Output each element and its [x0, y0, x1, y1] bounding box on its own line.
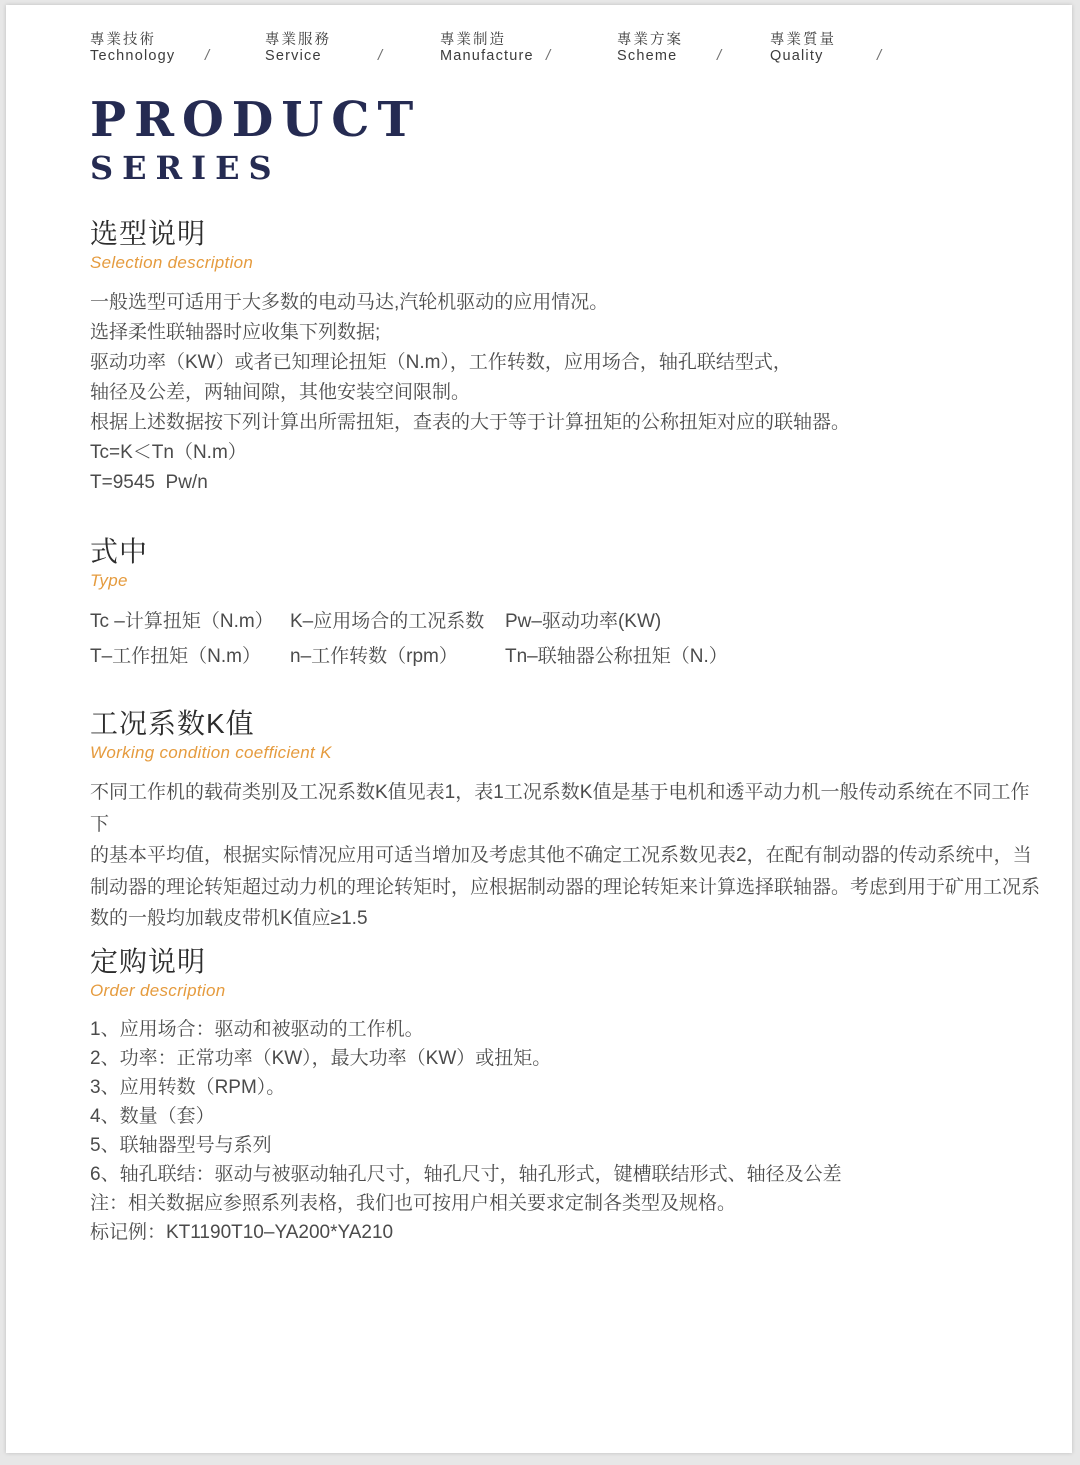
header-separator: /: [877, 47, 882, 64]
section-type: [90, 535, 1045, 674]
note-line: 注：相关数据应参照系列表格，我们也可按用户相关要求定制各类型及规格。: [90, 1193, 737, 1214]
paragraph-line: 驱动功率（KW）或者已知理论扭矩（N.m），工作转数，应用场合，轴孔联结型式，: [90, 352, 792, 373]
section-title-en: Type: [90, 571, 128, 590]
section-title-en: Order description: [90, 981, 226, 1000]
catalog-page: [6, 5, 1072, 1453]
list-item: 2、功率：正常功率（KW），最大功率（KW）或扭矩。: [90, 1048, 552, 1069]
marking-example-line: 标记例：KT1190T10–YA200*YA210: [90, 1222, 394, 1243]
header-en-label: Scheme: [617, 48, 678, 64]
definition-cell: n–工作转数（rpm）: [290, 646, 458, 667]
symbol-definitions: [90, 604, 1045, 674]
section-order: [90, 945, 1045, 1247]
definition-row: [90, 639, 1045, 674]
header-zh-label: 專業制造: [440, 32, 506, 48]
page-title-line2: SERIES: [90, 149, 281, 187]
section-coefficient: [90, 707, 1045, 935]
definition-row: [90, 604, 1045, 639]
header-separator: /: [717, 47, 722, 64]
page-title-line1: PRODUCT: [90, 92, 422, 148]
section-title-en: Working condition coefficient K: [90, 743, 332, 762]
paragraph-line: 选择柔性联轴器时应收集下列数据;: [90, 322, 381, 343]
section-title-zh: 选型说明: [90, 218, 207, 249]
selection-paragraph: [90, 288, 1045, 498]
paragraph-line: 根据上述数据按下列计算出所需扭矩，查表的大于等于计算扭矩的公称扭矩对应的联轴器。: [90, 412, 851, 433]
header-separator: /: [205, 47, 210, 64]
section-selection: [90, 217, 1045, 498]
section-title-zh: 工况系数K值: [90, 708, 255, 739]
paragraph-line: 不同工作机的载荷类别及工况系数K值见表1，表1工况系数K值是基于电机和透平动力机一般传动系统在不同工作下: [90, 782, 1030, 835]
coefficient-paragraph: [90, 777, 1045, 935]
header-item-technology: [90, 33, 175, 65]
list-item: 4、数量（套）: [90, 1106, 215, 1127]
definition-cell: K–应用场合的工况系数: [290, 611, 485, 632]
definition-cell: Pw–驱动功率(KW): [505, 611, 662, 632]
paragraph-line: 制动器的理论转矩超过动力机的理论转矩时，应根据制动器的理论转矩来计算选择联轴器。考虑到用于矿用工况系: [90, 876, 1041, 898]
paragraph-line: 轴径及公差，两轴间隙，其他安装空间限制。: [90, 382, 471, 403]
definition-cell: Tn–联轴器公称扭矩（N.）: [505, 646, 728, 667]
header-separator: /: [546, 47, 551, 64]
list-item: 6、轴孔联结：驱动与被驱动轴孔尺寸，轴孔尺寸，轴孔形式，键槽联结形式、轴径及公差: [90, 1164, 842, 1185]
header-en-label: Quality: [770, 48, 824, 64]
paragraph-line: 一般选型可适用于大多数的电动马达,汽轮机驱动的应用情况。: [90, 292, 609, 313]
header-separator: /: [378, 47, 383, 64]
header-zh-label: 專業服務: [265, 32, 331, 48]
header-zh-label: 專業質量: [770, 32, 836, 48]
header-strip: [6, 33, 1072, 85]
header-zh-label: 專業技術: [90, 32, 156, 48]
definition-cell: T–工作扭矩（N.m）: [90, 646, 262, 667]
order-list: [90, 1015, 1045, 1247]
page-title: [90, 93, 421, 187]
formula-line: Tc=K＜Tn（N.m）: [90, 442, 247, 463]
list-item: 5、联轴器型号与系列: [90, 1135, 272, 1156]
header-item-quality: [770, 33, 836, 65]
header-item-manufacture: [440, 33, 534, 65]
section-title-zh: 式中: [90, 536, 149, 567]
definition-cell: Tc –计算扭矩（N.m）: [90, 611, 274, 632]
paragraph-line: 数的一般均加载皮带机K值应≥1.5: [90, 908, 368, 929]
header-en-label: Technology: [90, 48, 176, 64]
section-title-zh: 定购说明: [90, 946, 207, 977]
header-en-label: Service: [265, 48, 322, 64]
section-title-en: Selection description: [90, 253, 254, 272]
header-en-label: Manufacture: [440, 48, 534, 64]
header-item-service: [265, 33, 331, 65]
formula-line: T=9545 Pw/n: [90, 472, 208, 493]
header-item-scheme: [617, 33, 683, 65]
list-item: 3、应用转数（RPM）。: [90, 1077, 286, 1098]
list-item: 1、应用场合：驱动和被驱动的工作机。: [90, 1019, 424, 1040]
header-zh-label: 專業方案: [617, 32, 683, 48]
paragraph-line: 的基本平均值，根据实际情况应用可适当增加及考虑其他不确定工况系数见表2，在配有制动器的传动系统中，当: [90, 845, 1032, 866]
